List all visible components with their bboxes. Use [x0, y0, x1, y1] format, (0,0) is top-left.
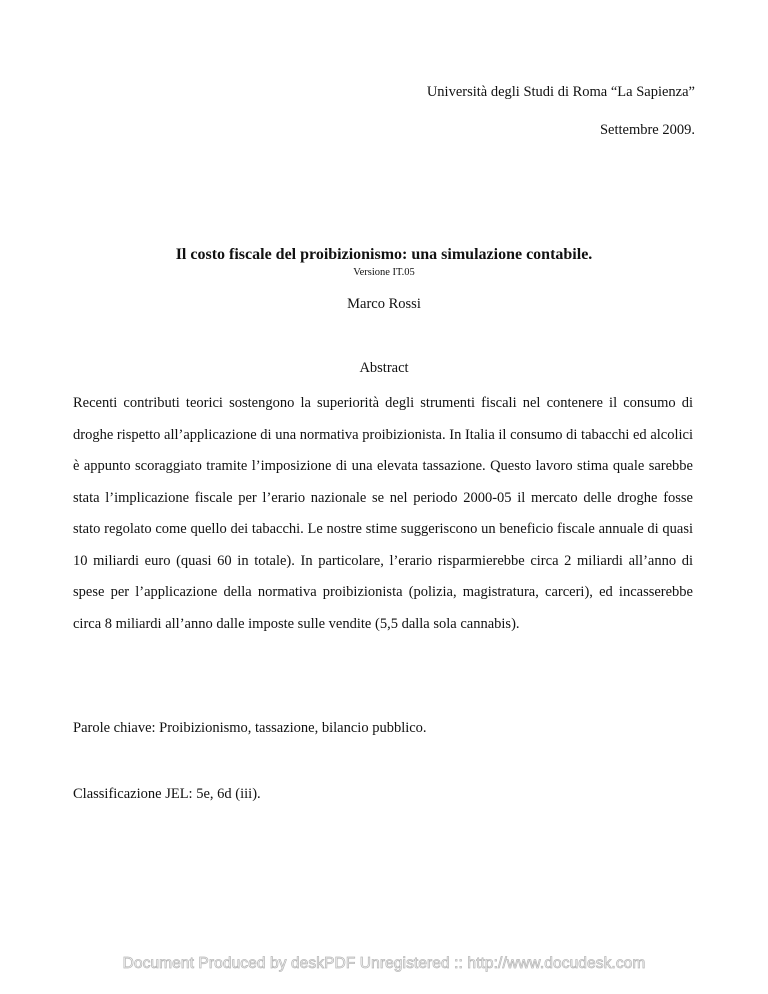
abstract-heading: Abstract	[359, 360, 409, 376]
paper-title: Il costo fiscale del proibizionismo: una simulazione contabile.	[175, 246, 593, 263]
keywords-line: Parole chiave: Proibizionismo, tassazione, bilancio pubblico.	[73, 720, 427, 736]
abstract-body: Recenti contributi teorici sostengono la superiorità degli strumenti fiscali nel contenere il consumo di droghe rispetto all’applicazione di una normativa proibizionista. In Italia il consumo di tabacchi ed alcolici è appunto scoraggiato tramite l’imposizione di una elevata tassazione. Questo lavoro stima quale sarebbe stata l’implicazione fiscale per l’erario nazionale se nel periodo 2000-05 il mercato delle droghe fosse stato regolato come quello dei tabacchi. Le nostre stime suggeriscono un beneficio fiscale annuale di quasi 10 miliardi euro (quasi 60 in totale). In particolare, l’erario risparmierebbe circa 2 miliardi all’anno di spese per l’applicazione della normativa proibizionista (polizia, magistratura, carceri), ed incasserebbe circa 8 miliardi all’anno dalle imposte sulle vendite (5,5 dalla sola cannabis).	[73, 395, 693, 632]
watermark-text: Document Produced by deskPDF Unregistered :: http://www.docudesk.com	[122, 955, 646, 972]
date-line: Settembre 2009.	[599, 122, 695, 138]
version-label: Versione IT.05	[353, 267, 415, 278]
jel-classification-line: Classificazione JEL: 5e, 6d (iii).	[73, 786, 261, 802]
author-name: Marco Rossi	[347, 296, 421, 312]
institution-line: Università degli Studi di Roma “La Sapienza”	[426, 84, 695, 100]
